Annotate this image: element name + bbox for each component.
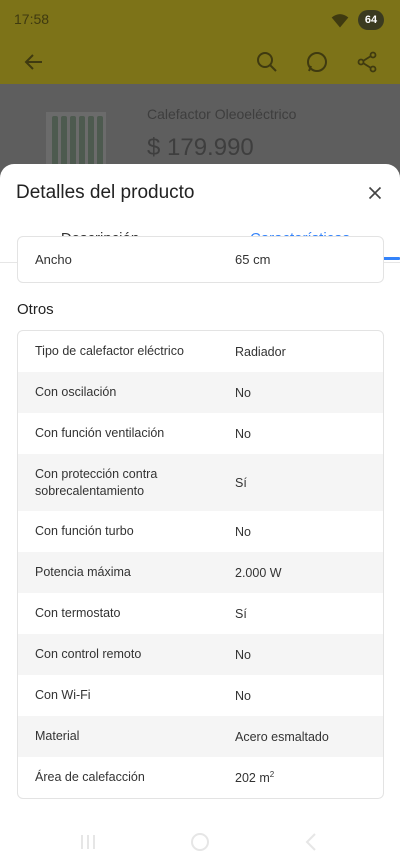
spec-key: Con control remoto — [35, 647, 142, 661]
status-time: 17:58 — [14, 11, 50, 27]
product-title: Calefactor Oleoeléctrico — [147, 106, 297, 122]
spec-key: Con termostato — [35, 606, 121, 620]
back-icon[interactable] — [300, 830, 324, 854]
spec-value — [235, 770, 383, 785]
system-nav-bar — [0, 814, 400, 866]
search-icon[interactable] — [255, 50, 279, 74]
table-row — [18, 716, 383, 757]
spec-value: No — [235, 385, 251, 400]
product-price: $ 179.990 — [147, 134, 254, 161]
table-row — [18, 413, 383, 454]
table-row — [18, 675, 383, 716]
table-row — [18, 331, 383, 372]
spec-value: Radiador — [235, 344, 286, 359]
spec-value: 65 cm — [235, 252, 271, 267]
share-icon[interactable] — [355, 50, 379, 74]
spec-value: Acero esmaltado — [235, 729, 329, 744]
spec-key: Material — [35, 729, 80, 743]
spec-value: Sí — [235, 475, 247, 490]
spec-key: Tipo de calefactor eléctrico — [35, 344, 184, 358]
table-row — [18, 634, 383, 675]
wifi-icon — [330, 10, 350, 30]
spec-table — [17, 330, 384, 799]
spec-value: No — [235, 688, 251, 703]
app-bar — [0, 38, 400, 84]
specs-scroll-area[interactable] — [0, 252, 400, 802]
previous-spec-row — [17, 236, 384, 283]
table-row — [18, 511, 383, 552]
spec-key: Con función turbo — [35, 524, 134, 538]
spec-key: Área de calefacción — [35, 770, 145, 784]
spec-value: No — [235, 647, 251, 662]
spec-key: Con protección contra sobrecalentamiento — [35, 466, 158, 498]
table-row — [18, 593, 383, 634]
spec-key: Potencia máxima — [35, 565, 131, 579]
home-icon[interactable] — [188, 830, 212, 854]
table-row — [18, 757, 383, 798]
table-row — [18, 552, 383, 593]
battery-badge: 64 — [358, 10, 384, 30]
spec-key: Con Wi-Fi — [35, 688, 91, 702]
sheet-title: Detalles del producto — [16, 182, 195, 203]
spec-value: No — [235, 426, 251, 441]
spec-value: No — [235, 524, 251, 539]
section-title: Otros — [17, 301, 54, 318]
product-details-sheet — [0, 164, 400, 866]
spec-key: Con oscilación — [35, 385, 117, 399]
area-unit-exponent: 2 — [269, 769, 275, 779]
spec-value: Sí — [235, 606, 247, 621]
back-arrow-icon[interactable] — [22, 50, 46, 74]
spec-value: 2.000 W — [235, 565, 282, 580]
area-value: 202 m — [235, 771, 270, 786]
table-row — [18, 454, 383, 511]
recent-apps-icon[interactable] — [76, 830, 100, 854]
close-icon[interactable] — [364, 182, 386, 204]
whatsapp-icon[interactable] — [305, 50, 329, 74]
spec-key: Con función ventilación — [35, 426, 165, 440]
spec-key: Ancho — [35, 252, 72, 267]
table-row — [18, 372, 383, 413]
